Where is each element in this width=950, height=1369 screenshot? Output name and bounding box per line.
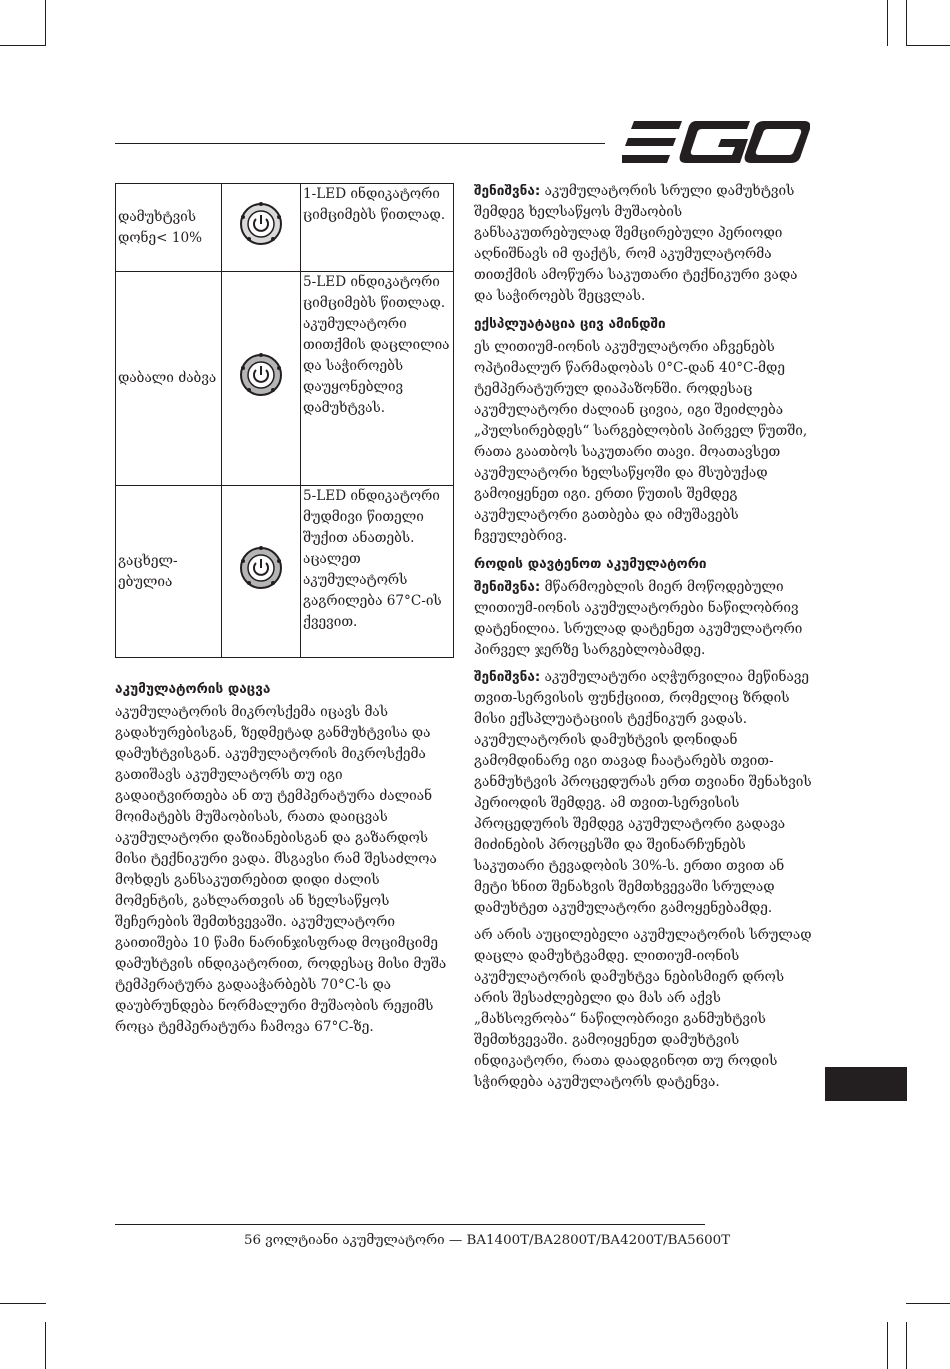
- footer-rule: [115, 1224, 705, 1225]
- crop-mark: [906, 45, 950, 46]
- crop-mark: [906, 1322, 907, 1369]
- note-label: შენიშვნა:: [474, 579, 541, 595]
- section-tab: [825, 1067, 907, 1101]
- crop-mark: [887, 1322, 888, 1369]
- table-row: [116, 184, 454, 272]
- cold-weather-text: ეს ლითიუმ-იონის აკუმულატორი აჩვენებს ოპტიმალურ წარმადობას 0°C-დან 40°C-მდე ტემპერატურულ დიაპაზონში. როდესაც აკუმულატორი ძალიან ცივია, იგი შეიძლება „პულსირებდეს“ სარგებლობის პირველ წუთში, რათა გაათბოს საკუთარი თავი. მოათავსეთ აკუმულატორი ხელსაწყოში და მსუბუქად გამოიყენეთ იგი. ერთი წუთის შემდეგ აკუმულატორი გათბება და იმუშავებს ჩვეულებრივ.: [474, 339, 808, 544]
- power-button-icon: [239, 353, 283, 397]
- note-text: აკუმულატური აღჭურვილია მეწინავე თვით-სერვისის ფუნქციით, რომელიც ზრდის მისი ექსპლუატაციის ტექნიკურ ვადას. აკუმულატორის დამუხტვის დონიდან გამომდინარე იგი თავად ჩაატარებს თვით-განმუხტვის პროცედურას ერთ თვიანი შენახვის პერიოდის შემდეგ. ამ თვით-სერვისის პროცედურის შემდეგ აკუმულატორი გადავა მიძინების პროცესში და შეინარჩუნებს საკუთარი ტევადობის 30%-ს. ერთი თვით ან მეტი ხნით შენახვის შემთხვევაში სრულად დამუხტეთ აკუმულატორი გამოყენებამდე.: [474, 669, 812, 916]
- crop-mark: [0, 45, 46, 46]
- table-row: [116, 272, 454, 486]
- crop-mark: [45, 0, 46, 46]
- crop-mark: [887, 0, 888, 46]
- page-footer: 56 ვოლტიანი აკუმულატორი — BA1400T/BA2800T/BA4200T/BA5600T: [244, 1233, 731, 1248]
- crop-mark: [0, 1303, 46, 1304]
- status-description: 1-LED ინდიკატორი ციმციმებს წითლად.: [301, 184, 454, 272]
- header-rule: [115, 143, 605, 144]
- protection-text: აკუმულატორის მიკროსქემა იცავს მას გადახურებისგან, ზედმეტად განმუხტვისა და დამუხტვისგან. აკუმულატორის მიკროსქემა გათიშავს აკუმულატორს თუ იგი გადაიტვირთება ან თუ ტემპერატურა ძალიან მოიმატებს მუშაობისას, რათა დაიცვას აკუმულატორი დაზიანებისგან და გაზარდოს მისი ტექნიკური ვადა. მსგავსი რამ შესაძლოა მოხდეს განსაკუთრებით დიდი ძალის მომენტის, გახლართვის ან ხელსაწყოს შეჩერების შემთხვევაში. აკუმულატორი გაითიშება 10 წამი ნარინჯისფრად მოციმციმე დამუხტვის ინდიკატორით, როდესაც მისი მუშა ტემპერატურა გადააჭარბებს 70°C-ს და დაუბრუნდება ნორმალური მუშაობის რეჟიმს როცა ტემპერატურა ჩამოვა 67°C-ზე.: [115, 704, 447, 1035]
- left-column: [115, 183, 455, 1044]
- led-status-table: [115, 183, 454, 658]
- status-label: გაცხელ-ებულია: [116, 486, 222, 658]
- charging-heading: როდის დავტენოთ აკუმულატორი: [474, 556, 707, 572]
- note-paragraph: [474, 181, 814, 307]
- power-button-icon: [239, 202, 283, 246]
- status-label: დაბალი ძაბვა: [116, 272, 222, 486]
- note-label: შენიშვნა:: [474, 669, 541, 685]
- cold-weather-heading: ექსპლუატაცია ცივ ამინდში: [474, 316, 666, 332]
- table-row: [116, 486, 454, 658]
- right-column: [474, 181, 814, 1099]
- discharge-text: არ არის აუცილებელი აკუმულატორის სრულად დაცლა დამუხტვამდე. ლითიუმ-იონის აკუმულატორის დამუხტვა ნებისმიერ დროს არის შესაძლებელი და მას არ აქვს „მახსოვრობა“ ნაწილობრივი განმუხტვის შემთხვევაში. გამოიყენეთ დამუხტვის ინდიკატორი, რათა დაადგინოთ თუ როდის სჭირდება აკუმულატორს დატენვა.: [474, 927, 812, 1090]
- ego-logo: [622, 121, 810, 163]
- status-label: დამუხტვის დონე< 10%: [116, 184, 222, 272]
- crop-mark: [906, 0, 907, 46]
- status-description: 5-LED ინდიკატორი მუდმივი წითელი შუქით ანათებს. აცალეთ აკუმულატორს გაგრილება 67°C-ის ქვევით.: [301, 486, 454, 658]
- note-text: მწარმოებლის მიერ მოწოდებული ლითიუმ-იონის აკუმულატორები ნაწილობრივ დატენილია. სრულად დატენეთ აკუმულატორი პირველ ჯერზე სარგებლობამდე.: [474, 579, 803, 658]
- protection-heading: აკუმულატორის დაცვა: [115, 681, 271, 697]
- note-text: აკუმულატორის სრული დამუხტვის შემდეგ ხელსაწყოს მუშაობის განსაკუთრებულად შემცირებული პერიოდი აღნიშნავს იმ ფაქტს, რომ აკუმულატორმა თითქმის ამოწურა საკუთარი ტექნიკური ვადა და საჭიროებს შეცვლას.: [474, 183, 798, 304]
- status-description: 5-LED ინდიკატორი ციმციმებს წითლად. აკუმულატორი თითქმის დაცლილია და საჭიროებს დაუყონებლივ დამუხტვას.: [301, 272, 454, 486]
- note-paragraph: [474, 577, 814, 661]
- crop-mark: [906, 1303, 950, 1304]
- note-label: შენიშვნა:: [474, 183, 541, 199]
- power-button-icon: [239, 546, 283, 590]
- note-paragraph: [474, 667, 814, 919]
- crop-mark: [45, 1322, 46, 1369]
